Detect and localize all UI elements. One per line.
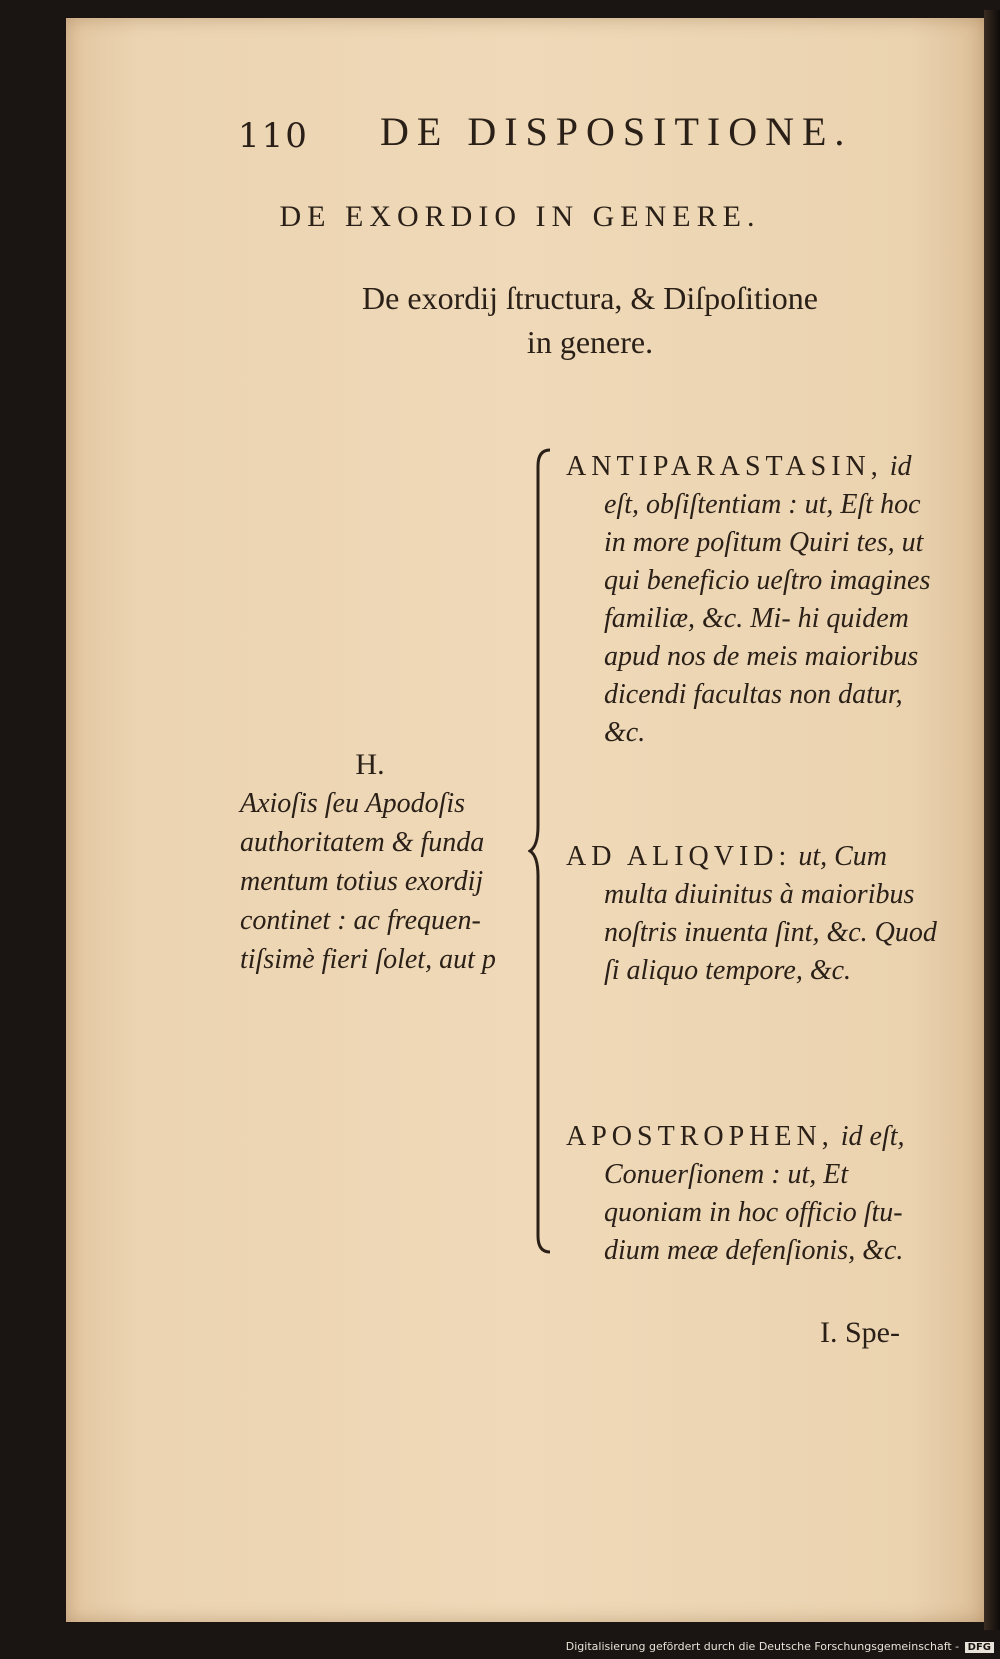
entry-antiparastasin xyxy=(566,448,946,752)
digitization-footer xyxy=(566,1640,994,1653)
subtitle xyxy=(300,276,880,364)
footer-text: Digitalisierung gefördert durch die Deutsche Forschungsgemeinschaft - xyxy=(565,1640,960,1653)
entry-body: id eſt, Conuerſionem : ut, Et quoniam in hoc officio ſtu- dium meæ defenſionis, &c. xyxy=(604,1121,905,1266)
entry-body: id eſt, obſiſtentiam : ut, Eſt hoc in more poſitum Quiri tes, ut qui beneficio ueſtro imagines familiæ, &c. Mi- hi quidem apud nos de meis maioribus dicendi facultas non datur, &c. xyxy=(604,451,931,748)
entry-ad-aliquid xyxy=(566,838,946,990)
dfg-logo-icon: DFG xyxy=(965,1642,994,1653)
curly-brace xyxy=(528,446,558,1256)
left-letter: H. xyxy=(355,748,385,781)
catchword: I. Spe- xyxy=(820,1316,900,1349)
running-head: DE DISPOSITIONE. xyxy=(380,109,853,154)
entry-body: ut, Cum multa diuinitus à maioribus noſtris inuenta ſint, &c. Quod ſi aliquo tempore, &c. xyxy=(604,841,937,986)
entry-head: AD ALIQVID: xyxy=(566,841,792,872)
book-edge xyxy=(984,10,1000,1630)
entry-head: APOSTROPHEN, xyxy=(566,1121,834,1152)
subtitle-line-1: De exordij ſtructura, & Diſpoſitione xyxy=(362,280,818,316)
page-number: 110 xyxy=(238,116,309,156)
entry-apostrophen xyxy=(566,1118,946,1270)
section-title: DE EXORDIO IN GENERE. xyxy=(279,200,761,233)
entry-head: ANTIPARASTASIN, xyxy=(566,451,883,482)
left-column xyxy=(240,748,540,979)
subtitle-line-2: in genere. xyxy=(526,324,654,360)
left-text: Axioſis ſeu Apodoſis authoritatem & funda mentum totius exordij continet : ac frequen- tiſsimè fieri ſolet, aut p xyxy=(240,788,496,975)
